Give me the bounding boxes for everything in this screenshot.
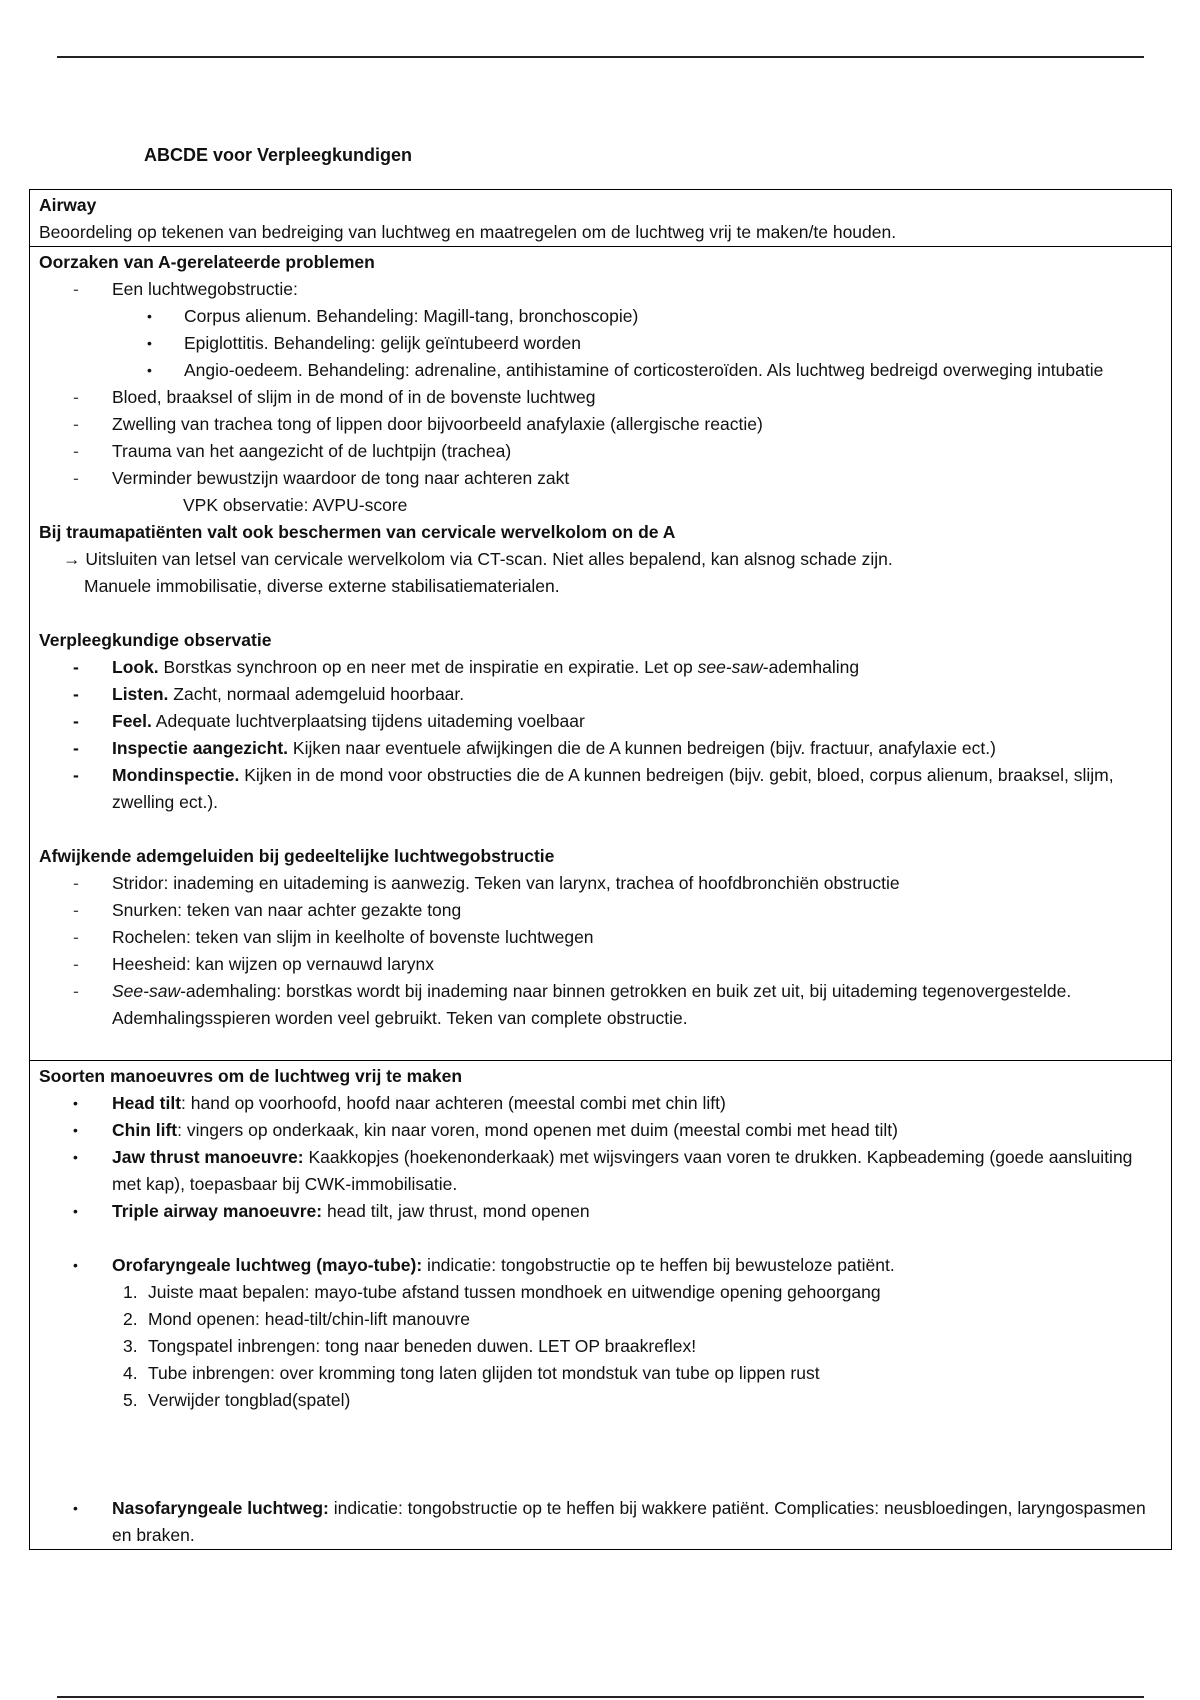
list-item: 5. Verwijder tongblad(spatel) — [123, 1390, 351, 1410]
list-item: 1. Juiste maat bepalen: mayo-tube afstand tussen mondhoek en uitwendige opening gehoorgang — [123, 1282, 881, 1302]
header-rule — [57, 56, 1144, 58]
list-item: - Heesheid: kan wijzen op vernauwd larynx — [73, 954, 434, 974]
trauma-line-1: → Uitsluiten van letsel van cervicale wervelkolom via CT-scan. Niet alles bepalend, kan alsnog schade zijn. — [63, 549, 893, 569]
bullet-icon: • — [147, 335, 152, 351]
causes-heading: Oorzaken van A-gerelateerde problemen — [39, 252, 375, 272]
list-item: • Angio-oedeem. Behandeling: adrenaline, antihistamine of corticosteroïden. Als luchtweg bedreigd overweging intubatie — [39, 357, 1162, 384]
list-item: - Look. Borstkas synchroon op en neer met de inspiratie en expiratie. Let op see-saw-ademhaling — [73, 657, 860, 677]
bullet-icon: • — [73, 1122, 78, 1138]
observation-heading: Verpleegkundige observatie — [39, 630, 272, 650]
arrow-icon: → — [63, 549, 81, 569]
list-item: 3. Tongspatel inbrengen: tong naar beneden duwen. LET OP braakreflex! — [123, 1336, 697, 1356]
list-item: • Orofaryngeale luchtweg (mayo-tube): indicatie: tongobstructie op te heffen bij bewusteloze patiënt. — [39, 1252, 1162, 1279]
document-title: ABCDE voor Verpleegkundigen — [144, 145, 413, 165]
bullet-icon: • — [147, 308, 152, 324]
list-item: • Corpus alienum. Behandeling: Magill-tang, bronchoscopie) — [39, 303, 1162, 330]
bullet-icon: • — [73, 1203, 78, 1219]
bullet-icon: • — [73, 1149, 78, 1165]
list-item: - Trauma van het aangezicht of de luchtpijn (trachea) — [73, 441, 512, 461]
list-item: 4. Tube inbrengen: over kromming tong laten glijden tot mondstuk van tube op lippen rust — [123, 1363, 820, 1383]
airway-description: Beoordeling op tekenen van bedreiging van luchtweg en maatregelen om de luchtweg vrij te maken/te houden. — [39, 222, 897, 242]
list-item: - Bloed, braaksel of slijm in de mond of in de bovenste luchtweg — [73, 387, 596, 407]
list-item: • Head tilt: hand op voorhoofd, hoofd naar achteren (meestal combi met chin lift) — [39, 1090, 1162, 1117]
list-item: - Snurken: teken van naar achter gezakte tong — [73, 900, 462, 920]
list-item: - Rochelen: teken van slijm in keelholte of bovenste luchtwegen — [73, 927, 594, 947]
list-item: • Nasofaryngeale luchtweg: indicatie: tongobstructie op te heffen bij wakkere patiënt. Complicaties: neusbloedingen, laryngospasmen en braken. — [39, 1495, 1162, 1549]
airway-section — [29, 189, 1172, 247]
footer-rule — [57, 1696, 1144, 1698]
list-item: • Epiglottitis. Behandeling: gelijk geïntubeerd worden — [39, 330, 1162, 357]
bullet-icon: • — [147, 362, 152, 378]
manoeuvres-section — [29, 1060, 1172, 1550]
list-item: 2. Mond openen: head-tilt/chin-lift manouvre — [123, 1309, 470, 1329]
trauma-line-2: Manuele immobilisatie, diverse externe stabilisatiematerialen. — [84, 576, 560, 596]
list-item: - Feel. Adequate luchtverplaatsing tijdens uitademing voelbaar — [73, 711, 585, 731]
airway-details-section — [29, 246, 1172, 1061]
list-item: - Een luchtwegobstructie: — [73, 279, 298, 299]
list-item: - See-saw-ademhaling: borstkas wordt bij inademing naar binnen getrokken en buik zet uit, bij uitademing tegenovergestelde. Ademhalingsspieren worden veel gebruikt. Teken van complete obstructie. — [73, 981, 1072, 1028]
bullet-icon: • — [73, 1257, 78, 1273]
list-item: - Listen. Zacht, normaal ademgeluid hoorbaar. — [73, 684, 465, 704]
bullet-icon: • — [73, 1500, 78, 1516]
list-item: - Mondinspectie. Kijken in de mond voor obstructies die de A kunnen bedreigen (bijv. gebit, bloed, corpus alienum, braaksel, slijm, zwelling ect.). — [73, 765, 1114, 812]
manoeuvres-heading: Soorten manoeuvres om de luchtweg vrij te maken — [39, 1066, 463, 1086]
list-item: - Zwelling van trachea tong of lippen door bijvoorbeeld anafylaxie (allergische reactie) — [73, 414, 763, 434]
list-item: • Chin lift: vingers op onderkaak, kin naar voren, mond openen met duim (meestal combi met head tilt) — [39, 1117, 1162, 1144]
vpk-observation: VPK observatie: AVPU-score — [183, 495, 408, 515]
list-item: - Stridor: inademing en uitademing is aanwezig. Teken van larynx, trachea of hoofdbronchiën obstructie — [73, 873, 900, 893]
airway-heading: Airway — [39, 195, 97, 215]
list-item: • Triple airway manoeuvre: head tilt, jaw thrust, mond openen — [39, 1198, 1162, 1225]
trauma-heading: Bij traumapatiënten valt ook beschermen van cervicale wervelkolom on de A — [39, 522, 676, 542]
bullet-icon: • — [73, 1095, 78, 1111]
sounds-heading: Afwijkende ademgeluiden bij gedeeltelijke luchtwegobstructie — [39, 846, 555, 866]
list-item: - Inspectie aangezicht. Kijken naar eventuele afwijkingen die de A kunnen bedreigen (bijv. fractuur, anafylaxie ect.) — [73, 738, 996, 758]
list-item: - Verminder bewustzijn waardoor de tong naar achteren zakt — [73, 468, 570, 488]
list-item: • Jaw thrust manoeuvre: Kaakkopjes (hoekenonderkaak) met wijsvingers vaan voren te drukken. Kapbeademing (goede aansluiting met kap), toepasbaar bij CWK-immobilisatie. — [39, 1144, 1162, 1198]
